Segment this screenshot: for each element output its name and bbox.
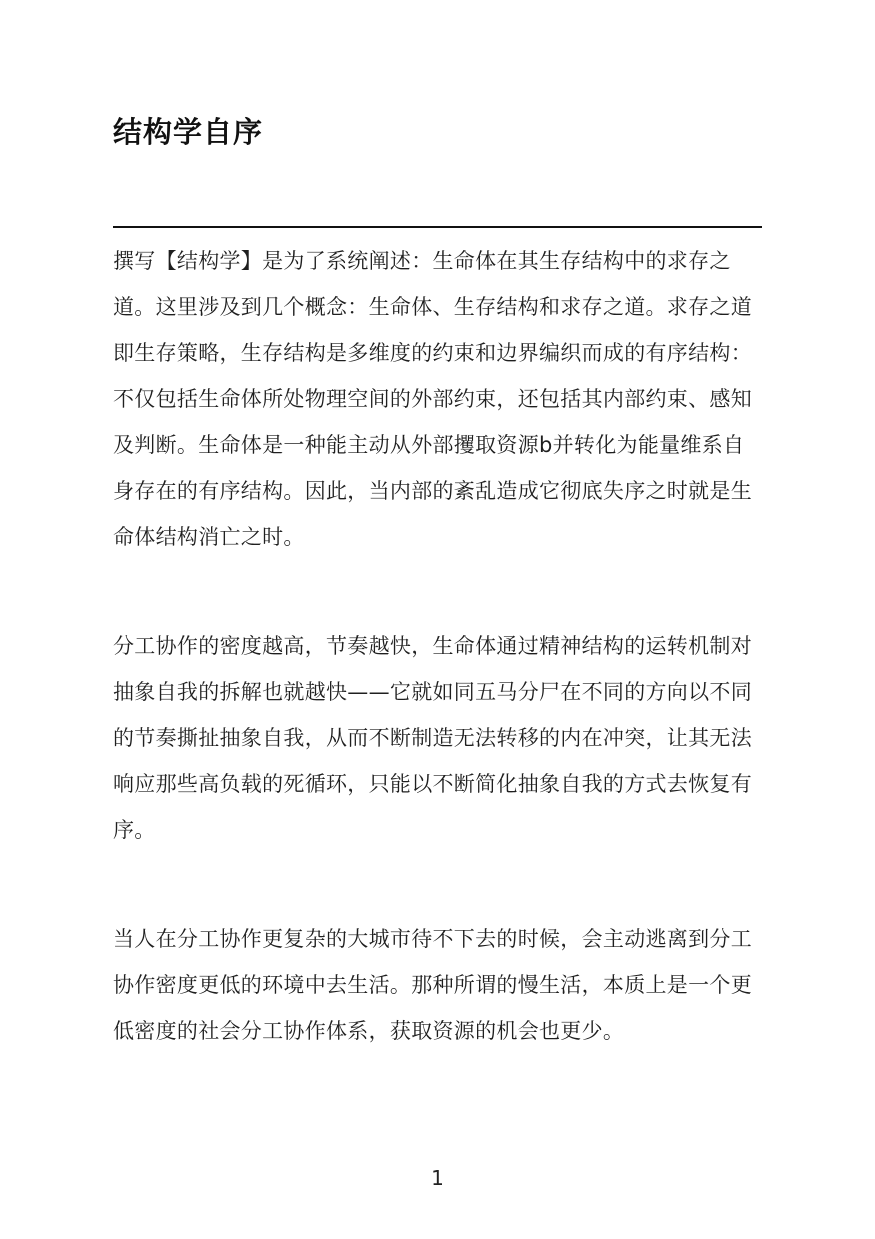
paragraph-1: 撰写【结构学】是为了系统阐述：生命体在其生存结构中的求存之道。这里涉及到几个概念：生命体、生存结构和求存之道。求存之道即生存策略，生存结构是多维度的约束和边界编织而成的有序结构：不仅包括生命体所处物理空间的外部约束，还包括其内部约束、感知及判断。生命体是一种能主动从外部攫取资源b并转化为能量维系自身存在的有序结构。因此，当内部的紊乱造成它彻底失序之时就是生命体结构消亡之时。 [113,249,752,549]
paragraph-3: 当人在分工协作更复杂的大城市待不下去的时候，会主动逃离到分工协作密度更低的环境中去生活。那种所谓的慢生活，本质上是一个更低密度的社会分工协作体系，获取资源的机会也更少。 [113,927,752,1043]
page-number: 1 [431,1166,444,1190]
title-divider [113,226,762,228]
document-body [113,238,765,1117]
page-title: 结构学自序 [113,115,264,149]
paragraph-2: 分工协作的密度越高，节奏越快，生命体通过精神结构的运转机制对抽象自我的拆解也就越快——它就如同五马分尸在不同的方向以不同的节奏撕扯抽象自我，从而不断制造无法转移的内在冲突，让其无法响应那些高负载的死循环，只能以不断简化抽象自我的方式去恢复有序。 [113,634,752,842]
